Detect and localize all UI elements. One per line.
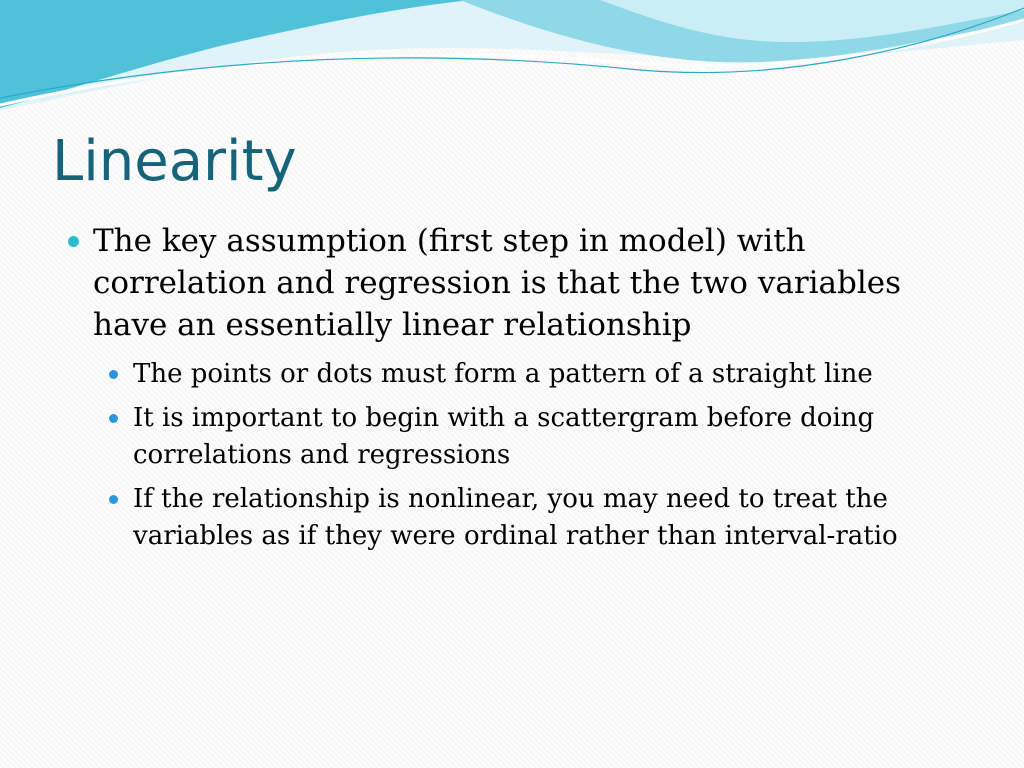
bullet-dot-icon bbox=[109, 495, 118, 504]
slide-content bbox=[64, 220, 964, 562]
bullet-dot-icon bbox=[109, 414, 118, 423]
sub-bullet-text: The points or dots must form a pattern of a straight line bbox=[133, 359, 873, 389]
header-wave-decoration bbox=[0, 0, 1024, 120]
sub-bullet-item bbox=[105, 481, 964, 555]
sub-bullet-text: If the relationship is nonlinear, you may need to treat the variables as if they were ordinal rather than interval-ratio bbox=[133, 484, 898, 551]
main-bullet bbox=[64, 220, 964, 346]
sub-bullet-item bbox=[105, 400, 964, 474]
bullet-dot-icon bbox=[68, 236, 79, 247]
main-bullet-text: The key assumption (first step in model) with correlation and regression is that the two variables have an essentially linear relationship bbox=[93, 223, 902, 343]
slide-title: Linearity bbox=[52, 129, 297, 194]
sub-bullet-item bbox=[105, 356, 964, 393]
bullet-dot-icon bbox=[109, 370, 118, 379]
sub-bullet-text: It is important to begin with a scattergram before doing correlations and regressions bbox=[133, 403, 875, 470]
sub-bullet-list bbox=[105, 356, 964, 555]
